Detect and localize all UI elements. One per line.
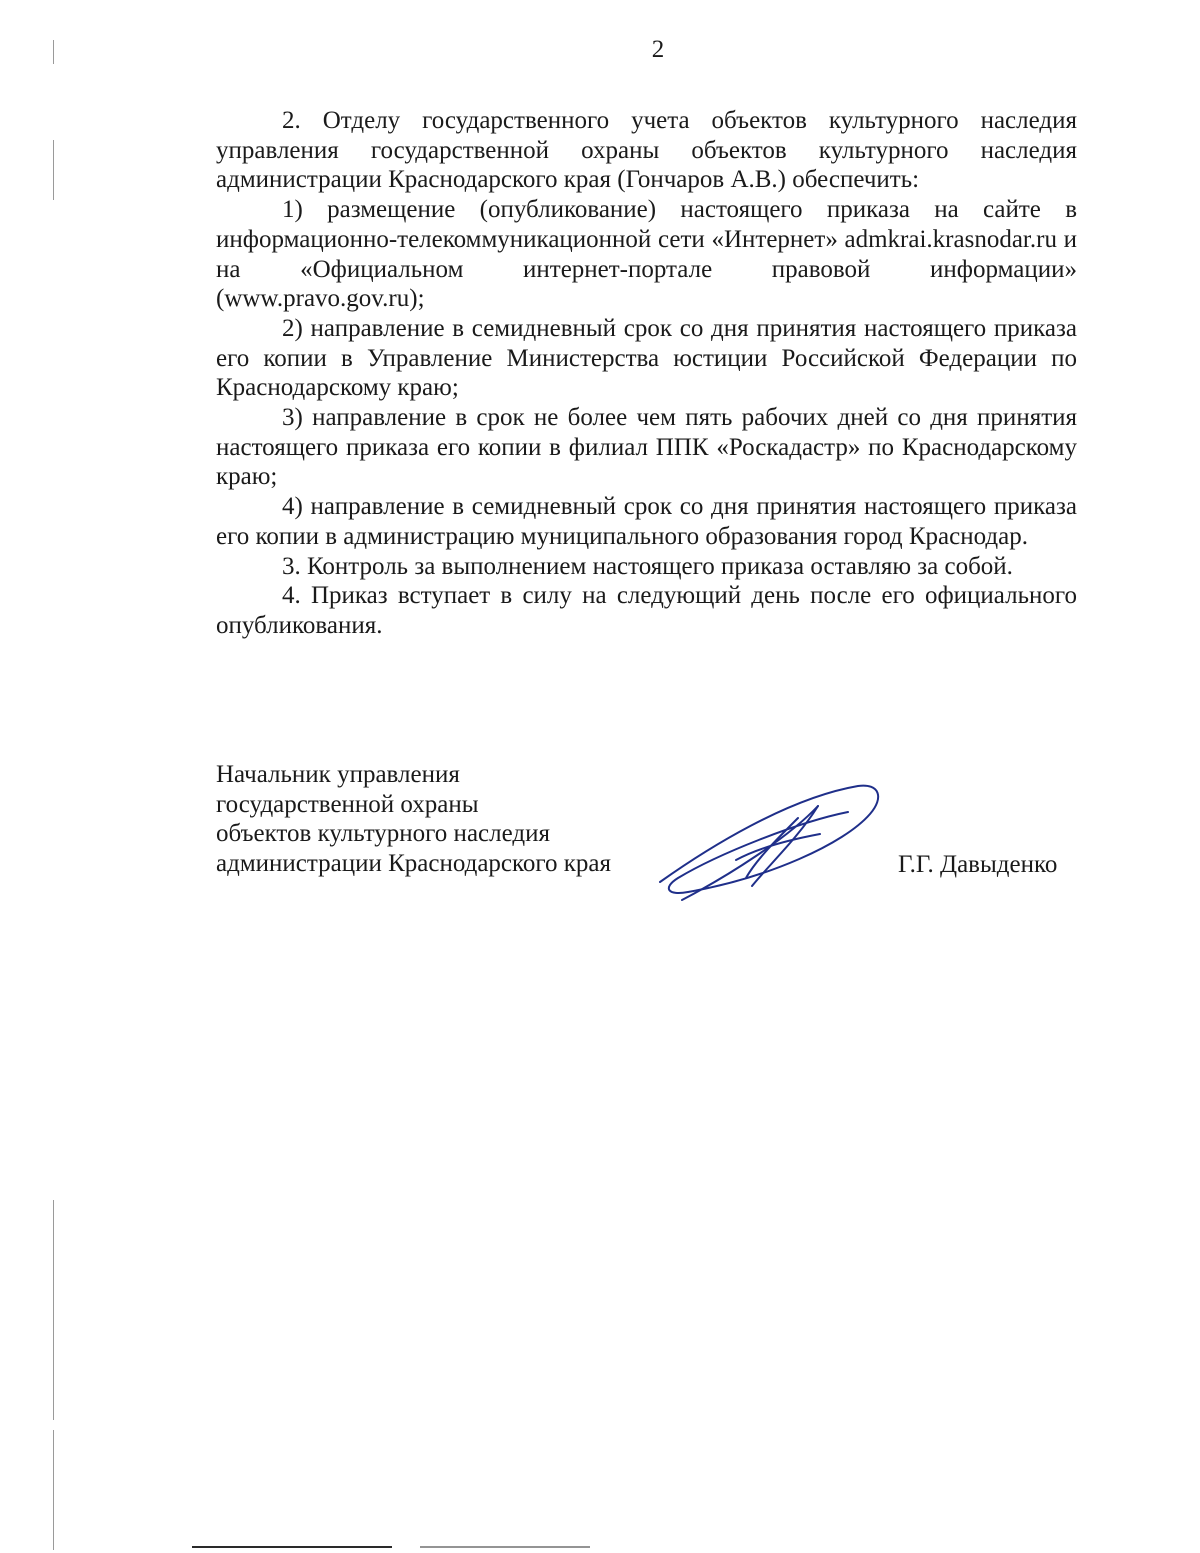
scan-edge-mark — [53, 1200, 54, 1420]
paragraph-subitem-3: 3) направление в срок не более чем пять рабочих дней со дня принятия настоящего приказа его копии в филиал ППК «Роскадастр» по Краснодарскому краю; — [216, 404, 1077, 491]
signatory-position-line: администрации Краснодарского края — [216, 849, 612, 877]
document-body — [216, 106, 1077, 641]
signatory-position — [216, 760, 611, 878]
signatory-position-line: государственной охраны — [216, 790, 479, 818]
page-number: 2 — [651, 36, 665, 63]
paragraph-subitem-2: 2) направление в семидневный срок со дня принятия настоящего приказа его копии в Управление Министерства юстиции Российской Федерации по Краснодарскому краю; — [216, 314, 1077, 402]
signatory-position-line: объектов культурного наследия — [216, 820, 550, 847]
bottom-scan-artifact — [192, 1546, 392, 1548]
paragraph-subitem-1: 1) размещение (опубликование) настоящего приказа на сайте в информационно-телекоммуникационной сети «Интернет» admkrai.krasnodar.ru и на «Официальном интернет-портале правовой информации» (www.pravo.gov.ru); — [216, 196, 1077, 313]
paragraph-subitem-4: 4) направление в семидневный срок со дня принятия настоящего приказа его копии в администрацию муниципального образования город Краснодар. — [216, 493, 1077, 550]
handwritten-signature — [648, 778, 884, 904]
paragraph-item-4: 4. Приказ вступает в силу на следующий день после его официального опубликования. — [216, 582, 1077, 639]
signatory-name: Г.Г. Давыденко — [898, 851, 1058, 878]
scan-edge-mark — [53, 1430, 54, 1550]
signatory-position-line: Начальник управления — [216, 761, 460, 788]
paragraph-item-2: 2. Отделу государственного учета объектов культурного наследия управления государственной охраны объектов культурного наследия администрации Краснодарского края (Гончаров А.В.) обеспечить: — [216, 107, 1077, 194]
paragraph-item-3: 3. Контроль за выполнением настоящего приказа оставляю за собой. — [282, 552, 1013, 580]
scan-edge-mark — [53, 40, 54, 64]
bottom-scan-artifact — [420, 1546, 590, 1548]
scan-edge-mark — [53, 140, 54, 200]
